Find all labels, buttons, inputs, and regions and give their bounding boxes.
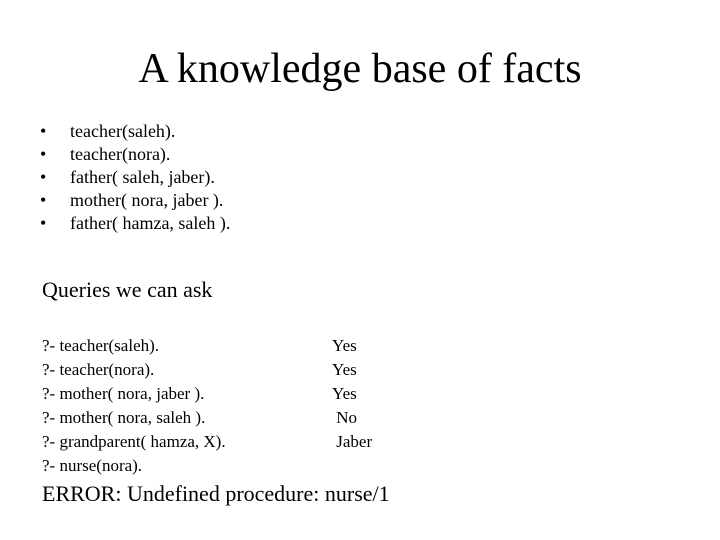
answers-list	[332, 334, 372, 454]
answer-line: Yes	[332, 360, 357, 379]
query-line: ?- mother( nora, saleh ).	[42, 408, 206, 427]
fact-text: teacher(nora).	[70, 144, 171, 164]
answer-line: Jaber	[332, 432, 373, 451]
query-line: ?- nurse(nora).	[42, 456, 143, 475]
fact-item	[40, 189, 230, 212]
query-line: ?- teacher(nora).	[42, 360, 155, 379]
bullet-icon: •	[40, 167, 47, 187]
answer-line: Yes	[332, 384, 357, 403]
error-message: ERROR: Undefined procedure: nurse/1	[42, 481, 390, 506]
query-line: ?- grandparent( hamza, X).	[42, 432, 226, 451]
fact-text: father( hamza, saleh ).	[70, 213, 231, 233]
bullet-icon: •	[40, 121, 47, 141]
queries-list	[42, 334, 226, 478]
bullet-icon: •	[40, 213, 47, 233]
fact-item	[40, 143, 230, 166]
fact-item	[40, 212, 230, 235]
query-line: ?- teacher(saleh).	[42, 336, 160, 355]
bullet-icon: •	[40, 144, 47, 164]
query-line: ?- mother( nora, jaber ).	[42, 384, 205, 403]
answer-line: No	[332, 408, 358, 427]
facts-list	[40, 120, 230, 235]
queries-heading: Queries we can ask	[42, 277, 213, 302]
bullet-icon: •	[40, 190, 47, 210]
fact-text: father( saleh, jaber).	[70, 167, 215, 187]
slide-title: A knowledge base of facts	[138, 46, 582, 92]
fact-text: mother( nora, jaber ).	[70, 190, 224, 210]
fact-text: teacher(saleh).	[70, 121, 176, 141]
fact-item	[40, 166, 230, 189]
fact-item	[40, 120, 230, 143]
answer-line: Yes	[332, 336, 357, 355]
